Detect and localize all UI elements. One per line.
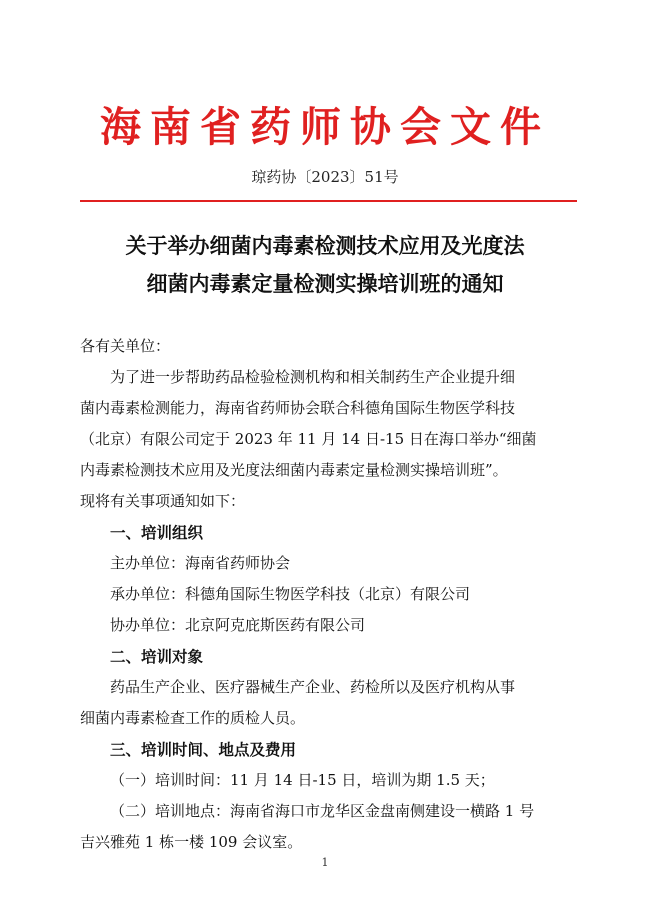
undertaker-line: 承办单位：科德角国际生物医学科技（北京）有限公司 [110, 585, 471, 603]
intro-line: 菌内毒素检测能力，海南省药师协会联合科德角国际生物医学科技 [80, 399, 516, 417]
section-heading-time-place-fee: 三、培训时间、地点及费用 [110, 740, 297, 759]
training-place-line: 吉兴雅苑 1 栋一楼 109 会议室。 [80, 833, 303, 851]
intro-line: 内毒素检测技术应用及光度法细菌内毒素定量检测实操培训班”。 [80, 461, 508, 479]
intro-line: 现将有关事项通知如下： [80, 492, 246, 510]
salutation: 各有关单位： [80, 337, 171, 355]
section-heading-target: 二、培训对象 [110, 647, 204, 666]
co-organizer-line: 协办单位：北京阿克庇斯医药有限公司 [110, 616, 366, 634]
organizer-line: 主办单位：海南省药师协会 [110, 554, 291, 572]
page-number: 1 [321, 856, 329, 869]
training-place-line: （二）培训地点：海南省海口市龙华区金盘南侧建设一横路 1 号 [110, 802, 535, 820]
training-time-item: （一）培训时间：11 月 14 日-15 日，培训为期 1.5 天； [110, 771, 495, 789]
intro-line: 为了进一步帮助药品检验检测机构和相关制药生产企业提升细 [110, 368, 516, 386]
intro-line: （北京）有限公司定于 2023 年 11 月 14 日-15 日在海口举办“细菌 [80, 430, 537, 448]
red-divider-line [80, 200, 577, 202]
target-line: 细菌内毒素检查工作的质检人员。 [80, 709, 306, 727]
document-body [80, 331, 572, 858]
section-heading-organization: 一、培训组织 [110, 523, 204, 542]
document-number: 琼药协〔2023〕51号 [251, 168, 399, 186]
notice-title-line-1: 关于举办细菌内毒素检测技术应用及光度法 [125, 233, 525, 258]
document-header-title: 海南省药师协会文件 [100, 103, 550, 151]
target-line: 药品生产企业、医疗器械生产企业、药检所以及医疗机构从事 [110, 678, 516, 696]
notice-title-line-2: 细菌内毒素定量检测实操培训班的通知 [146, 271, 504, 296]
